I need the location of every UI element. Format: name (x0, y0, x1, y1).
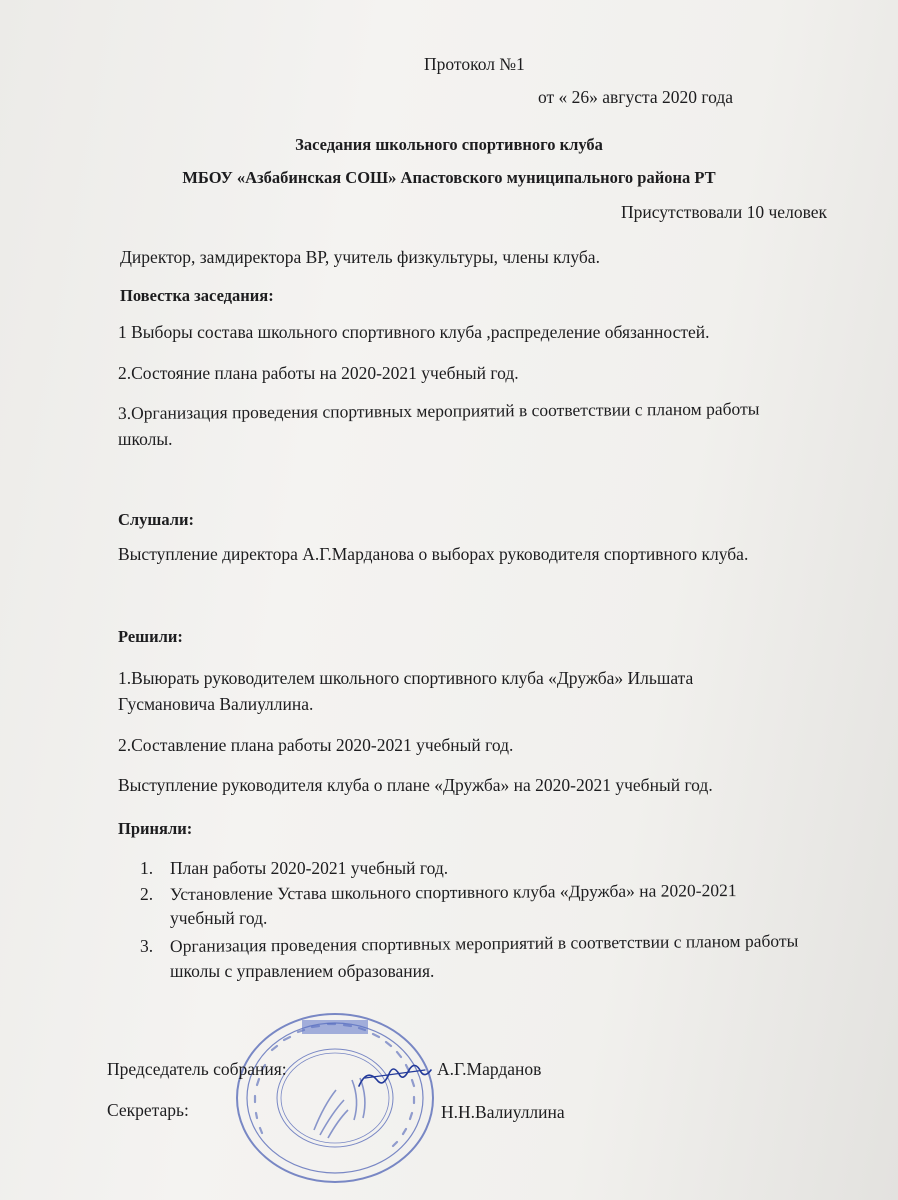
decided-heading: Решили: (118, 627, 183, 646)
title-line-1: Заседания школьного спортивного клуба (295, 135, 603, 154)
agenda-item-3-line-2: школы. (118, 429, 173, 449)
decided-item-2: 2.Составление плана работы 2020-2021 учебный год. (118, 735, 514, 755)
decided-item-1-line-2: Гусмановича Валиуллина. (118, 694, 314, 714)
heard-text: Выступление директора А.Г.Марданова о выборах руководителя спортивного клуба. (118, 544, 749, 564)
list-number: 3. (140, 936, 154, 956)
decided-item-1-line-1: 1.Выюрать руководителем школьного спортивного клуба «Дружба» Ильшата (118, 668, 694, 688)
protocol-date: от « 26» августа 2020 года (538, 87, 734, 107)
chair-name: А.Г.Марданов (437, 1059, 542, 1079)
agenda-item-3-line-1: 3.Организация проведения спортивных мероприятий в соответствии с планом работы (117, 398, 760, 423)
title-line-2: МБОУ «Азбабинская СОШ» Апастовского муниципального района РТ (182, 168, 716, 187)
handwritten-signature (355, 1058, 435, 1098)
chair-label: Председатель собрания: (107, 1059, 287, 1079)
list-text: Организация проведения спортивных мероприятий в соответствии с планом работы (169, 930, 799, 956)
list-text: школы с управлением образования. (170, 961, 435, 981)
list-text: План работы 2020-2021 учебный год. (170, 858, 449, 878)
agenda-heading: Повестка заседания: (120, 286, 274, 305)
heard-heading: Слушали: (118, 510, 195, 529)
agenda-item-2: 2.Состояние плана работы на 2020-2021 учебный год. (118, 363, 519, 383)
adopted-heading: Приняли: (118, 819, 193, 838)
list-text: учебный год. (170, 908, 268, 928)
list-number: 2. (140, 884, 154, 904)
secretary-label: Секретарь: (107, 1100, 189, 1120)
agenda-item-1: 1 Выборы состава школьного спортивного клуба ,распределение обязанностей. (118, 322, 710, 342)
decided-item-3: Выступление руководителя клуба о плане «Дружба» на 2020-2021 учебный год. (118, 775, 713, 795)
attendance-count: Присутствовали 10 человек (621, 202, 827, 222)
participants: Директор, замдиректора ВР, учитель физкультуры, члены клуба. (120, 247, 600, 267)
secretary-name: Н.Н.Валиуллина (441, 1102, 565, 1122)
protocol-number: Протокол №1 (424, 54, 525, 74)
list-text: Установление Устава школьного спортивного клуба «Дружба» на 2020-2021 (169, 880, 737, 904)
list-number: 1. (140, 858, 154, 878)
